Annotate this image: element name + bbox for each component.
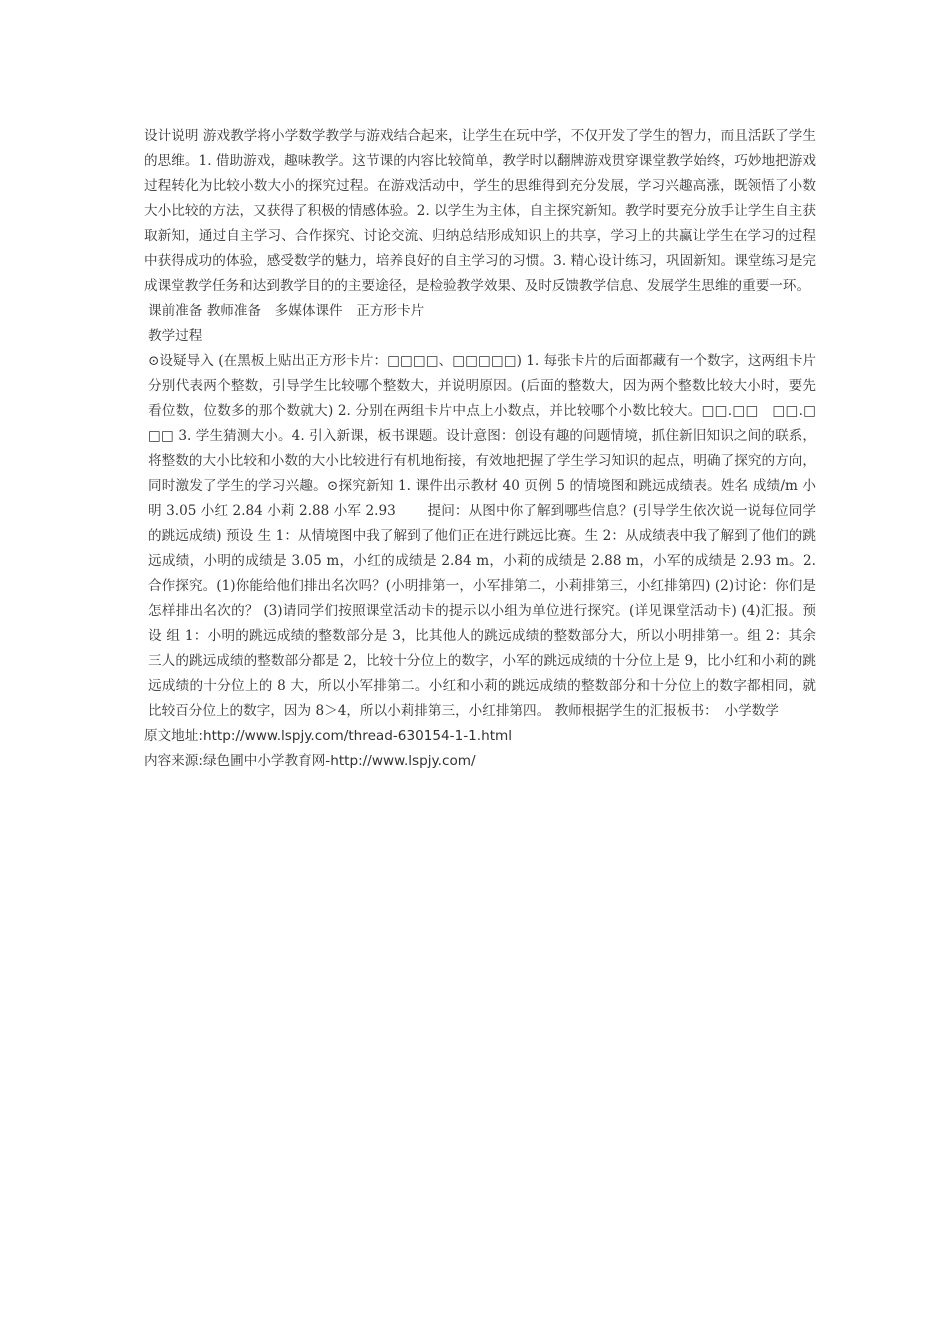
- prep-line: 课前准备 教师准备 多媒体课件 正方形卡片: [148, 303, 425, 319]
- content-source-line[interactable]: 内容来源:绿色圃中小学教育网-http://www.lspjy.com/: [144, 753, 476, 769]
- process-body-paragraph: ⊙设疑导入 (在黑板上贴出正方形卡片：□□□□、□□□□□) 1. 每张卡片的后面都藏有一个数字，这两组卡片分别代表两个整数，引导学生比较哪个整数大，并说明原因。(后面的整数大，因为两个整数比较大小时，要先看位数，位数多的那个数就大) 2. 分别在两组卡片中点上小数点，并比较哪个小数比较大。□□.□□ □□.□□□ 3. 学生猜测大小。4. 引入新课，板书课题。设计意图：创设有趣的问题情境，抓住新旧知识之间的联系，将整数的大小比较和小数的大小比较进行有机地衔接，有效地把握了学生学习知识的起点，明确了探究的方向，同时激发了学生的学习兴趣。⊙探究新知 1. 课件出示教材 40 页例 5 的情境图和跳远成绩表。姓名 成绩/m 小明 3.05 小红 2.84 小莉 2.88 小军 2.93 提问：从图中你了解到哪些信息？(引导学生依次说一说每位同学的跳远成绩) 预设 生 1：从情境图中我了解到了他们正在进行跳远比赛。生 2：从成绩表中我了解到了他们的跳远成绩，小明的成绩是 3.05 m，小红的成绩是 2.84 m，小莉的成绩是 2.88 m，小军的成绩是 2.93 m。2. 合作探究。(1)你能给他们排出名次吗？(小明排第一，小军排第二，小莉排第三，小红排第四) (2)讨论：你们是怎样排出名次的？ (3)请同学们按照课堂活动卡的提示以小组为单位进行探究。(详见课堂活动卡) (4)汇报。预设 组 1：小明的跳远成绩的整数部分是 3，比其他人的跳远成绩的整数部分大，所以小明排第一。组 2：其余三人的跳远成绩的整数部分都是 2，比较十分位上的数字，小军的跳远成绩的十分位上是 9，比小红和小莉的跳远成绩的十分位上的 8 大，所以小军排第二。小红和小莉的跳远成绩的整数部分和十分位上的数字都相同，就比较百分位上的数字，因为 8＞4，所以小莉排第三，小红排第四。 教师根据学生的汇报板书： 小学数学: [148, 353, 816, 719]
- document-body: [144, 124, 816, 774]
- source-url-line[interactable]: 原文地址:http://www.lspjy.com/thread-630154-1-1.html: [144, 728, 513, 744]
- process-title: 教学过程: [148, 328, 203, 344]
- design-note-paragraph: 设计说明 游戏教学将小学数学教学与游戏结合起来，让学生在玩中学，不仅开发了学生的智力，而且活跃了学生的思维。1. 借助游戏，趣味教学。这节课的内容比较简单，教学时以翻牌游戏贯穿课堂教学始终，巧妙地把游戏过程转化为比较小数大小的探究过程。在游戏活动中，学生的思维得到充分发展，学习兴趣高涨，既领悟了小数大小比较的方法，又获得了积极的情感体验。2. 以学生为主体，自主探究新知。教学时要充分放手让学生自主获取新知，通过自主学习、合作探究、讨论交流、归纳总结形成知识上的共享，学习上的共赢让学生在学习的过程中获得成功的体验，感受数学的魅力，培养良好的自主学习的习惯。3. 精心设计练习，巩固新知。课堂练习是完成课堂教学任务和达到教学目的的主要途径，是检验教学效果、及时反馈教学信息、发展学生思维的重要一环。: [144, 128, 816, 294]
